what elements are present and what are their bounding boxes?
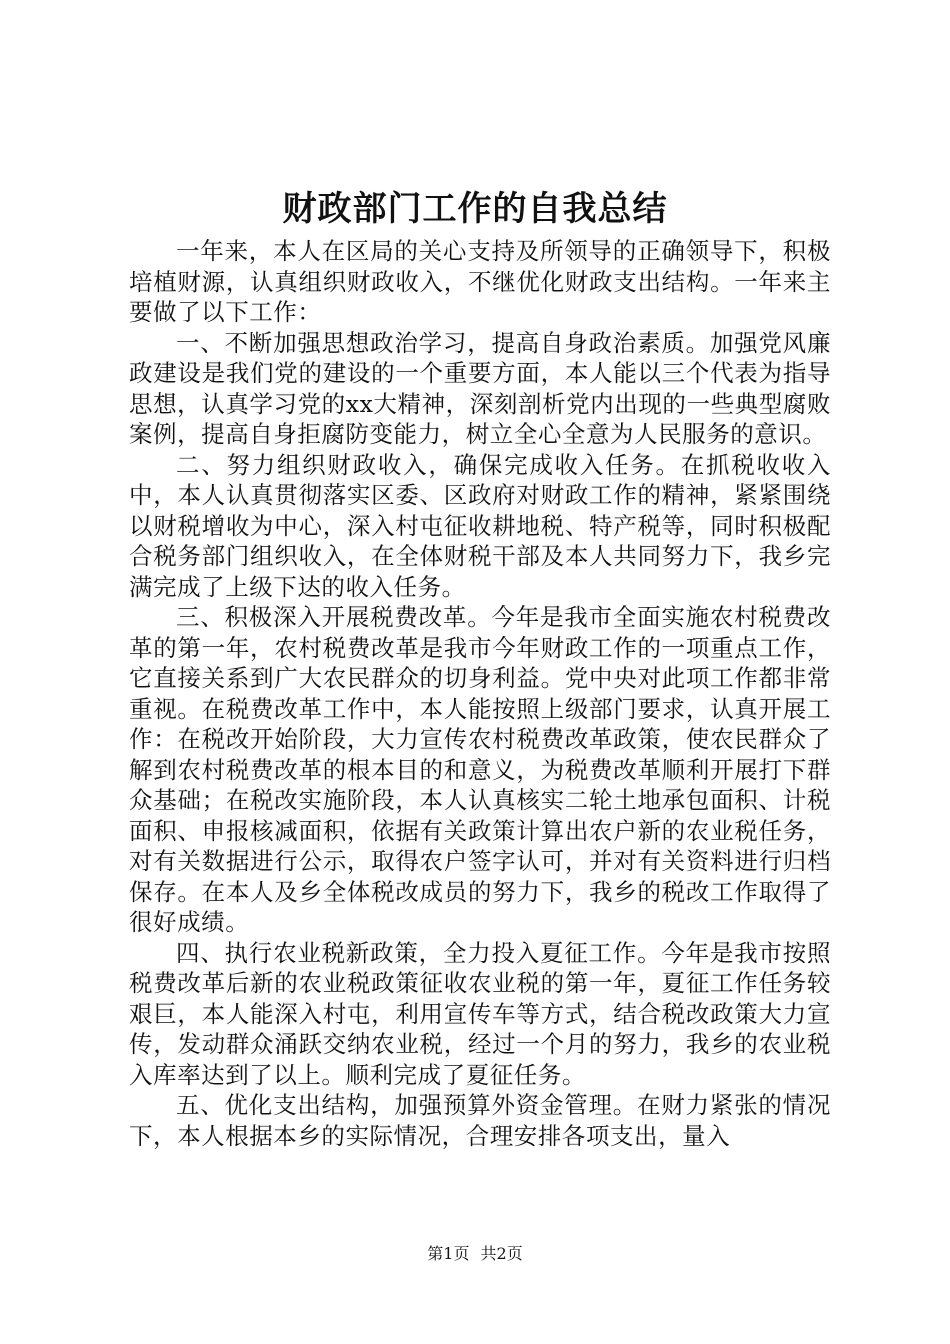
page-footer (0, 1243, 950, 1265)
document-title: 财政部门工作的自我总结 (282, 189, 668, 229)
paragraph-section-1: 一、不断加强思想政治学习，提高自身政治素质。加强党风廉政建设是我们党的建设的一个重要方面，本人能以三个代表为指导思想，认真学习党的xx大精神，深刻剖析党内出现的一些典型腐败案例，提高自身拒腐防变能力，树立全心全意为人民服务的意识。 (129, 328, 831, 448)
paragraph-intro: 一年来，本人在区局的关心支持及所领导的正确领导下，积极培植财源，认真组织财政收入，不继优化财政支出结构。一年来主要做了以下工作： (129, 237, 831, 326)
page-number: 第1页 (427, 1244, 470, 1263)
paragraph-section-5: 五、优化支出结构，加强预算外资金管理。在财力紧张的情况下，本人根据本乡的实际情况，合理安排各项支出，量入 (129, 1091, 831, 1150)
paragraph-section-4: 四、执行农业税新政策，全力投入夏征工作。今年是我市按照税费改革后新的农业税政策征收农业税的第一年，夏征工作任务较艰巨，本人能深入村屯，利用宣传车等方式，结合税改政策大力宣传，发动群众涌跃交纳农业税，经过一个月的努力，我乡的农业税入库率达到了以上。顺利完成了夏征任务。 (129, 938, 831, 1089)
document-body (129, 236, 831, 1151)
page-total: 共2页 (480, 1244, 523, 1263)
paragraph-section-3: 三、积极深入开展税费改革。今年是我市全面实施农村税费改革的第一年，农村税费改革是我市今年财政工作的一项重点工作，它直接关系到广大农民群众的切身利益。党中央对此项工作都非常重视。在税费改革工作中，本人能按照上级部门要求，认真开展工作：在税改开始阶段，大力宣传农村税费改革政策，使农民群众了解到农村税费改革的根本目的和意义，为税费改革顺利开展打下群众基础；在税改实施阶段，本人认真核实二轮土地承包面积、计税面积、申报核减面积，依据有关政策计算出农户新的农业税任务，对有关数据进行公示，取得农户签字认可，并对有关资料进行归档保存。在本人及乡全体税改成员的努力下，我乡的税改工作取得了很好成绩。 (129, 603, 831, 936)
paragraph-section-2: 二、努力组织财政收入，确保完成收入任务。在抓税收收入中，本人认真贯彻落实区委、区政府对财政工作的精神，紧紧围绕以财税增收为中心，深入村屯征收耕地税、特产税等，同时积极配合税务部门组织收入，在全体财税干部及本人共同努力下，我乡完满完成了上级下达的收入任务。 (129, 450, 831, 601)
